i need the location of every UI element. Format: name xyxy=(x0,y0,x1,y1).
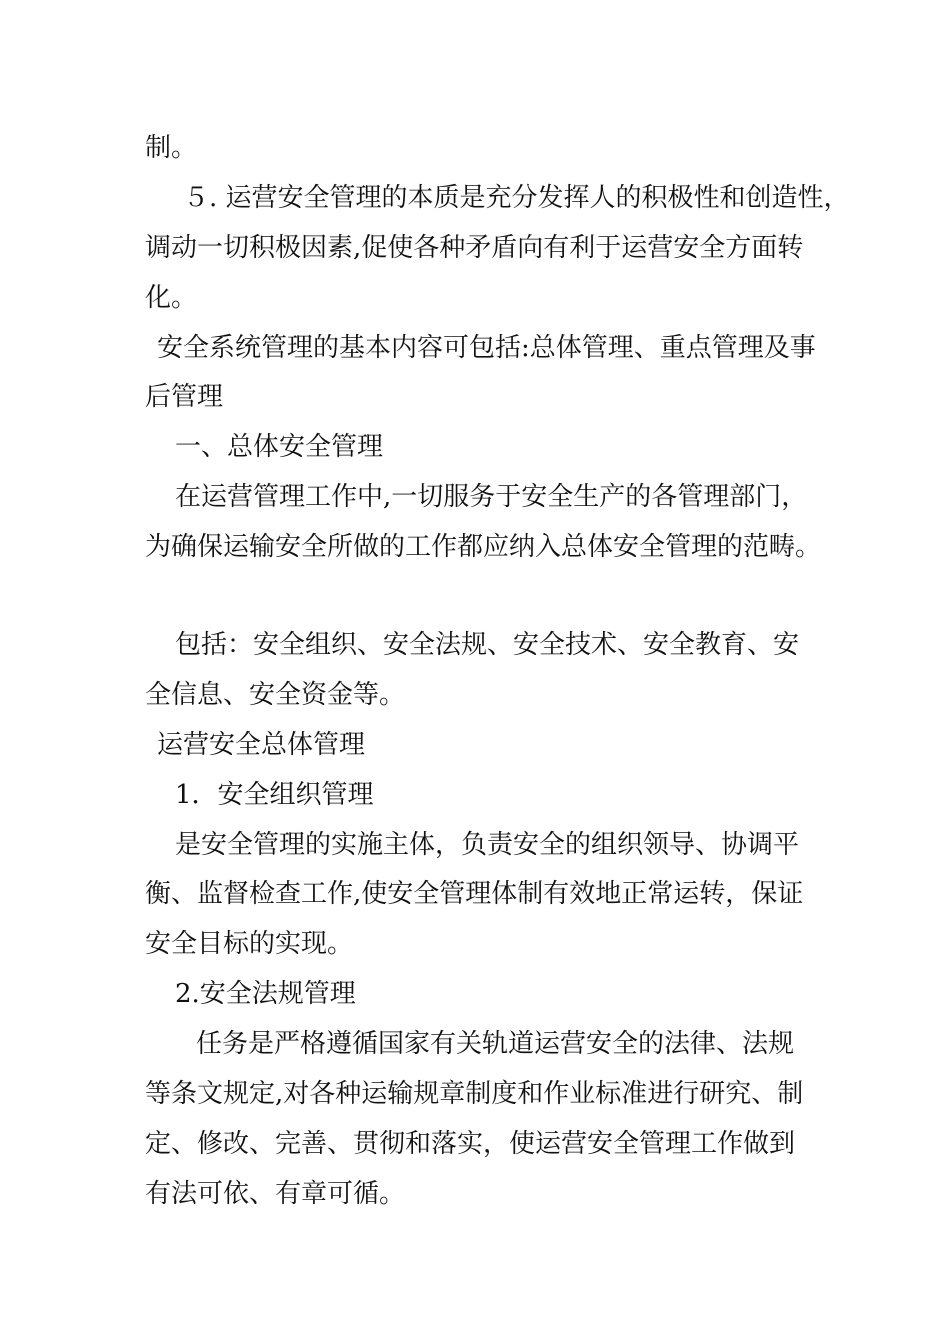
text-line: 是安全管理的实施主体，负责安全的组织领导、协调平 xyxy=(175,830,800,860)
text-line: 等条文规定,对各种运输规章制度和作业标准进行研究、制 xyxy=(145,1079,804,1109)
section-heading: 1．安全组织管理 xyxy=(175,780,374,810)
text-line: 任务是严格遵循国家有关轨道运营安全的法律、法规 xyxy=(196,1029,795,1059)
text-line: 全信息、安全资金等。 xyxy=(145,680,406,710)
text-line: 制。 xyxy=(145,133,198,163)
section-heading: 2.安全法规管理 xyxy=(175,979,356,1009)
section-heading: 运营安全总体管理 xyxy=(157,730,366,760)
text-line: ５. 运营安全管理的本质是充分发挥人的积极性和创造性， xyxy=(183,183,850,213)
text-line: 调动一切积极因素,促使各种矛盾向有利于运营安全方面转 xyxy=(145,233,804,263)
text-line: 有法可依、有章可循。 xyxy=(145,1179,406,1209)
text-line: 在运营管理工作中,一切服务于安全生产的各管理部门， xyxy=(175,482,808,512)
text-line: 包括：安全组织、安全法规、安全技术、安全教育、安 xyxy=(175,630,800,660)
text-line: 定、修改、完善、贯彻和落实，使运营安全管理工作做到 xyxy=(145,1129,796,1159)
text-line: 为确保运输安全所做的工作都应纳入总体安全管理的范畴。 xyxy=(145,532,822,562)
text-line: 衡、监督检查工作,使安全管理体制有效地正常运转，保证 xyxy=(145,879,804,909)
section-heading: 一、总体安全管理 xyxy=(175,432,384,462)
text-line: 安全目标的实现。 xyxy=(145,929,354,959)
section-heading: 安全系统管理的基本内容可包括:总体管理、重点管理及事 xyxy=(157,333,816,363)
text-line: 后管理 xyxy=(145,382,224,412)
text-line: 化。 xyxy=(145,283,198,313)
